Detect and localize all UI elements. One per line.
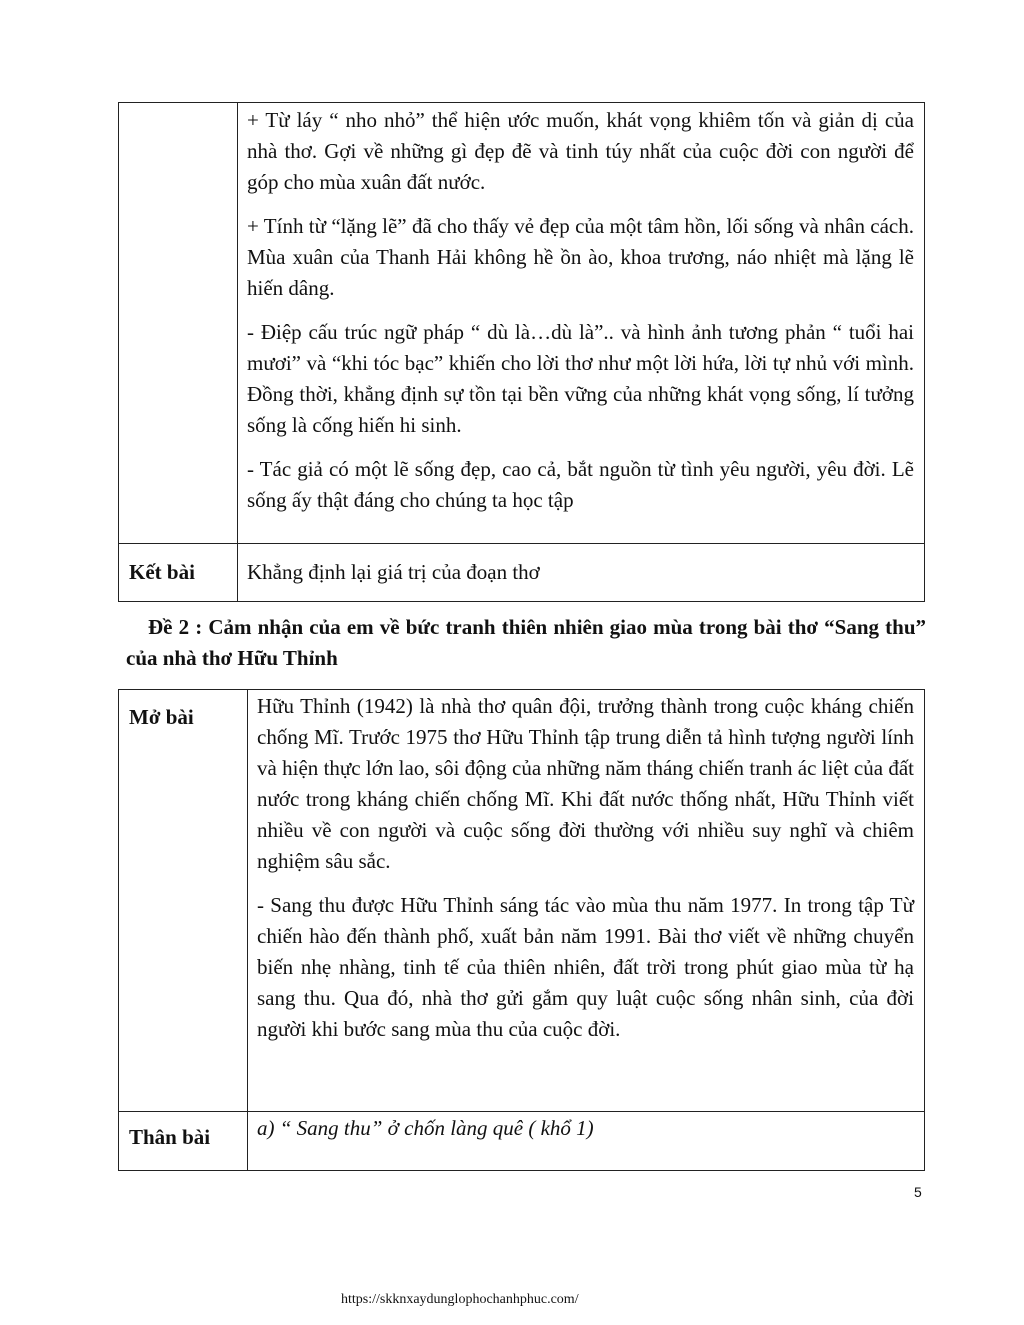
intro-content-cell xyxy=(248,690,925,1112)
paragraph: + Tính từ “lặng lẽ” đã cho thấy vẻ đẹp của một tâm hồn, lối sống và nhân cách. Mùa xuân của Thanh Hải không hề ồn ào, khoa trương, náo nhiệt mà lặng lẽ hiến dâng. xyxy=(247,214,914,300)
table-row xyxy=(119,544,925,602)
paragraph: - Điệp cấu trúc ngữ pháp “ dù là…dù là”.. và hình ảnh tương phản “ tuổi hai mươi” và “khi tóc bạc” khiến cho lời thơ như một lời hứa, lời tự nhủ với mình. Đồng thời, khẳng định sự tồn tại bền vững của những khát vọng sống, lí tưởng sống là cống hiến hi sinh. xyxy=(247,320,914,437)
conclusion-cell: Khẳng định lại giá trị của đoạn thơ xyxy=(238,544,925,602)
row-label-than-bai: Thân bài xyxy=(119,1112,248,1171)
outline-table-1 xyxy=(118,102,925,602)
body-content-cell xyxy=(238,103,925,544)
section-heading: Đề 2 : Cảm nhận của em về bức tranh thiên nhiên giao mùa trong bài thơ “Sang thu” của nhà thơ Hữu Thỉnh xyxy=(126,615,926,670)
outline-table-2 xyxy=(118,689,925,1171)
row-label xyxy=(119,103,238,544)
table-row xyxy=(119,103,925,544)
table-row xyxy=(119,690,925,1112)
paragraph: + Từ láy “ nho nhỏ” thể hiện ước muốn, khát vọng khiêm tốn và giản dị của nhà thơ. Gợi về những gì đẹp đẽ và tinh túy nhất của cuộc đời con người để góp cho mùa xuân đất nước. xyxy=(247,108,914,194)
row-label-ket-bai: Kết bài xyxy=(119,544,238,602)
footer-url: https://skknxaydunglophochanhphuc.com/ xyxy=(341,1292,579,1307)
body-subheading-cell: a) “ Sang thu” ở chốn làng quê ( khổ 1) xyxy=(248,1112,925,1171)
paragraph: Hữu Thỉnh (1942) là nhà thơ quân đội, trưởng thành trong cuộc kháng chiến chống Mĩ. Trước 1975 thơ Hữu Thỉnh tập trung diễn tả hình tượng người lính và hiện thực lớn lao, sôi động của những năm tháng chiến tranh ác liệt của đất nước trong kháng chiến chống Mĩ. Khi đất nước thống nhất, Hữu Thỉnh viết nhiều về con người và cuộc sống đời thường với nhiều suy nghĩ và chiêm nghiệm sâu sắc. xyxy=(257,694,914,873)
page-number: 5 xyxy=(914,1184,922,1200)
paragraph: - Tác giả có một lẽ sống đẹp, cao cả, bắt nguồn từ tình yêu người, yêu đời. Lẽ sống ấy thật đáng cho chúng ta học tập xyxy=(247,457,914,512)
paragraph: - Sang thu được Hữu Thỉnh sáng tác vào mùa thu năm 1977. In trong tập Từ chiến hào đến thành phố, xuất bản năm 1991. Bài thơ viết về những chuyển biến nhẹ nhàng, tinh tế của thiên nhiên, đất trời trong phút giao mùa từ hạ sang thu. Qua đó, nhà thơ gửi gắm quy luật cuộc sống nhân sinh, của đời người khi bước sang mùa thu của cuộc đời. xyxy=(257,893,914,1041)
row-label-mo-bai: Mở bài xyxy=(119,690,248,1112)
table-row xyxy=(119,1112,925,1171)
